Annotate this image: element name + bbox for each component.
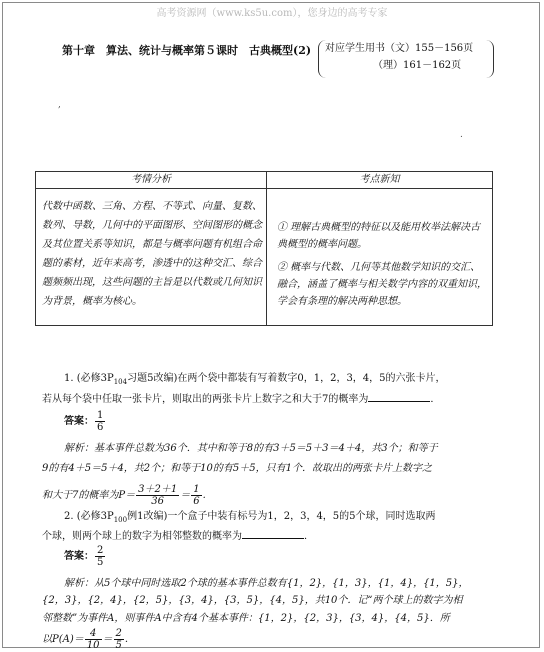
chapter-title: 第十章 算法、统计与概率第５课时 古典概型(2) — [62, 44, 312, 57]
watermark: 高考资源网（www.ks5u.com），您身边的高考专家 — [156, 8, 388, 19]
solution-fraction: $\frac{4}{10}$ — [86, 628, 100, 651]
answer-label: 答案： — [64, 551, 94, 562]
q1-page-subscript: 104 — [113, 378, 128, 386]
knowledge-item-1: ① 理解古典概型的特征以及能用枚举法解决古典概型的概率问题。 — [277, 222, 481, 250]
analysis-table — [35, 171, 493, 326]
q2-line-1 — [64, 510, 436, 527]
q1-line-1 — [64, 372, 446, 389]
q1-solution-2: 9的有4＋5＝5＋4，共2个；和等于10的有5＋5，只有1个．故取出的两张卡片上数字之 — [42, 463, 432, 474]
q1-text: 习题5改编)在两个袋中都装有写着数字0，1，2，3，4，5的六张卡片， — [127, 373, 446, 384]
analysis-header: 考情分析 — [36, 172, 267, 189]
q1-question: 若从每个袋中任取一张卡片，则取出的两张卡片上数字之和大于7的概率为 — [42, 394, 369, 405]
solution-fraction: $\frac{2}{5}$ — [115, 628, 122, 651]
new-knowledge-header: 考点新知 — [267, 172, 493, 189]
reference-line-1: 对应学生用书（文）155－156页 — [325, 43, 474, 54]
q2-solution-1: 解析：从5个球中同时选取2个球的基本事件总数有{1，2}，{1，3}，{1，4}，{1，5}， — [64, 578, 469, 589]
q1-source: 1. (必修3P — [64, 373, 114, 384]
new-knowledge-list — [267, 189, 493, 326]
q2-solution-2: {2，3}，{2，4}，{2，5}，{3，4}，{3，5}，{4，5}，共10个．记“两个球上的数字为相 — [42, 595, 463, 606]
q2-solution-4: 以P(A)＝ $\frac{4}{10}$ ＝ $\frac{2}{5}$ . — [42, 628, 129, 651]
q2-text: 例1改编)一个盒子中装有标号为1，2，3，4，5的5个球，同时选取两 — [127, 511, 436, 522]
answer-fraction: $\frac{2}{5}$ — [97, 545, 104, 568]
answer-blank — [242, 528, 304, 539]
q1-solution-3: 和大于7的概率为P＝ $\frac{3+2+1}{36}$ ＝ $\frac{1}{6}$ . — [42, 484, 206, 507]
q2-source: 2. (必修3P — [64, 511, 114, 522]
answer-label: 答案： — [64, 416, 94, 427]
solution-fraction: $\frac{1}{6}$ — [193, 484, 200, 507]
q2-solution-3: 邻整数”为事件A，则事件A中含有4个基本事件：{1，2}，{2，3}，{3，4}，{4，5}．所 — [42, 613, 450, 624]
knowledge-item-2: ② 概率与代数、几何等其他数学知识的交汇、融合，涵盖了概率与相关数学内容的双重知识，学会有条理的解决两种思想。 — [277, 262, 487, 307]
paragraph-mark: , — [58, 100, 61, 110]
analysis-text: 代数中函数、三角、方程、不等式、向量、复数、数列、导数，几何中的平面图形、空间图形的概念及其位置关系等知识，都是与概率问题有机组合命题的素材，近年来高考，渗透中的这种交汇、综合题频频出现，这些问题的主旨是以代数或几何知识为背景，概率为核心。 — [36, 189, 267, 326]
q2-page-subscript: 100 — [113, 516, 128, 524]
q1-solution-1: 解析：基本事件总数为36个．其中和等于8的有3＋5＝5＋3＝4＋4，共3个；和等于 — [64, 443, 438, 454]
q2-answer — [64, 545, 106, 568]
paragraph-mark: . — [460, 130, 463, 140]
reference-line-2: （理）161－162页 — [373, 60, 462, 71]
q2-line-2: 个球，则两个球上的数字为相邻整数的概率为 ． — [42, 528, 314, 544]
q2-question: 个球，则两个球上的数字为相邻整数的概率为 — [42, 531, 242, 542]
q1-answer — [64, 410, 106, 433]
q1-line-2: 若从每个袋中任取一张卡片，则取出的两张卡片上数字之和大于7的概率为 ． — [42, 391, 440, 407]
answer-blank — [368, 391, 430, 402]
answer-fraction: $\frac{1}{6}$ — [97, 410, 104, 433]
textbook-reference — [318, 40, 494, 78]
solution-fraction: $\frac{3+2+1}{36}$ — [138, 484, 178, 507]
